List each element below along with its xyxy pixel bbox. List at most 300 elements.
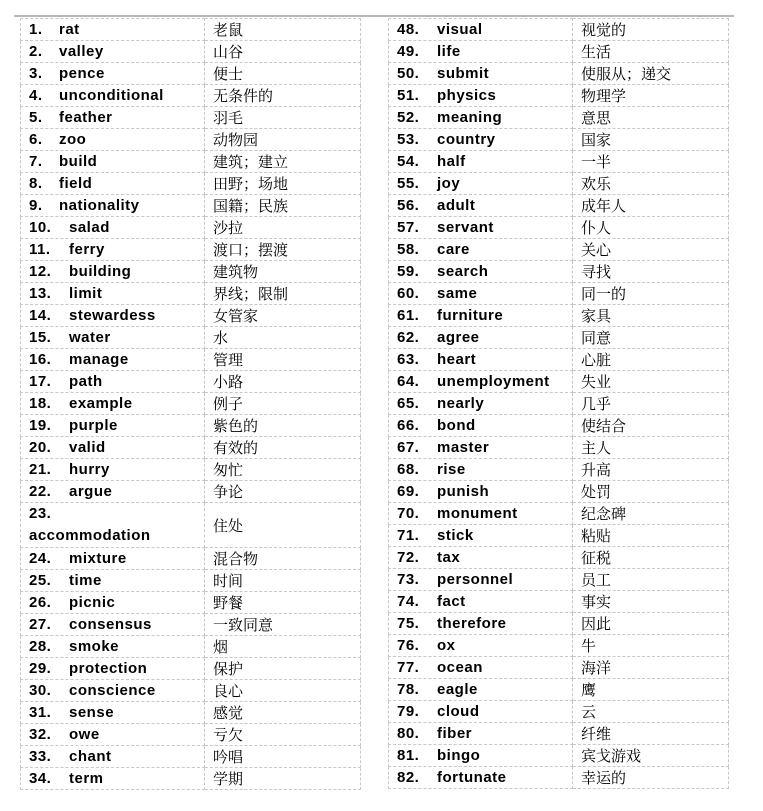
vocab-word: sense [69, 704, 115, 721]
vocab-row [389, 415, 729, 437]
vocab-number: 66. [397, 417, 420, 434]
vocab-number: 70. [397, 505, 420, 522]
vocab-number: 59. [397, 263, 420, 280]
vocab-row [389, 569, 729, 591]
vocab-word: owe [69, 726, 100, 743]
vocab-translation: 生活 [573, 41, 729, 63]
vocab-number: 10. [29, 219, 52, 236]
vocab-word: half [437, 153, 466, 170]
vocab-word-cell [21, 768, 205, 790]
vocab-number: 79. [397, 703, 420, 720]
vocab-row [21, 415, 361, 437]
vocab-row [389, 613, 729, 635]
vocab-table-left [20, 18, 360, 790]
vocab-word: care [437, 241, 470, 258]
vocab-word-cell [21, 746, 205, 768]
vocab-translation: 动物园 [205, 129, 361, 151]
vocab-translation: 亏欠 [205, 724, 361, 746]
vocab-word-cell [21, 592, 205, 614]
vocab-translation: 吟唱 [205, 746, 361, 768]
vocab-word-cell [389, 547, 573, 569]
vocab-number: 73. [397, 571, 420, 588]
vocab-word: joy [437, 175, 461, 192]
vocab-word-cell [21, 239, 205, 261]
vocab-translation: 云 [573, 701, 729, 723]
vocab-translation: 欢乐 [573, 173, 729, 195]
vocab-word: bingo [437, 747, 481, 764]
vocab-word-cell [389, 679, 573, 701]
vocab-word-cell [21, 658, 205, 680]
vocab-row [21, 570, 361, 592]
vocab-number: 68. [397, 461, 420, 478]
vocab-word: mixture [69, 550, 127, 567]
vocab-translation: 女管家 [205, 305, 361, 327]
vocab-word-cell [389, 217, 573, 239]
vocab-number: 21. [29, 461, 52, 478]
vocab-translation: 使结合 [573, 415, 729, 437]
vocab-number: 32. [29, 726, 52, 743]
vocab-word: eagle [437, 681, 478, 698]
vocab-word: bond [437, 417, 476, 434]
vocab-word: visual [437, 21, 483, 38]
vocab-number: 82. [397, 769, 420, 786]
vocab-number: 14. [29, 307, 52, 324]
vocab-translation: 国籍；民族 [205, 195, 361, 217]
vocab-word-cell [389, 129, 573, 151]
vocab-row [21, 459, 361, 481]
vocab-row [21, 503, 361, 548]
vocab-word: fiber [437, 725, 473, 742]
vocab-row [389, 239, 729, 261]
vocab-word: example [69, 395, 133, 412]
vocab-word: stick [437, 527, 474, 544]
vocab-word: ferry [69, 241, 105, 258]
vocab-row [389, 173, 729, 195]
vocab-word: fact [437, 593, 466, 610]
vocab-word-cell [389, 239, 573, 261]
vocab-number: 34. [29, 770, 52, 787]
vocab-translation: 牛 [573, 635, 729, 657]
vocab-word: tax [437, 549, 461, 566]
vocab-translation: 纤维 [573, 723, 729, 745]
vocab-translation: 争论 [205, 481, 361, 503]
vocab-number: 69. [397, 483, 420, 500]
vocab-row [389, 679, 729, 701]
vocab-number: 18. [29, 395, 52, 412]
vocab-row [21, 724, 361, 746]
vocab-number: 2. [29, 43, 43, 60]
vocab-translation: 意思 [573, 107, 729, 129]
vocab-word: water [69, 329, 111, 346]
vocab-word-cell [21, 459, 205, 481]
vocab-word: personnel [437, 571, 514, 588]
vocab-word-cell [389, 393, 573, 415]
vocab-translation: 住处 [205, 503, 361, 548]
vocab-number: 56. [397, 197, 420, 214]
vocab-row [21, 195, 361, 217]
vocab-word: master [437, 439, 490, 456]
vocab-translation: 成年人 [573, 195, 729, 217]
vocab-translation: 关心 [573, 239, 729, 261]
vocab-translation: 例子 [205, 393, 361, 415]
vocab-word-cell [21, 724, 205, 746]
vocab-translation: 征税 [573, 547, 729, 569]
vocab-translation: 同意 [573, 327, 729, 349]
vocab-translation: 渡口；摆渡 [205, 239, 361, 261]
vocab-word-cell [21, 503, 205, 548]
vocab-number: 11. [29, 241, 51, 258]
vocab-number: 76. [397, 637, 420, 654]
vocab-translation: 海洋 [573, 657, 729, 679]
vocab-word-cell [389, 41, 573, 63]
vocab-row [389, 635, 729, 657]
vocab-number: 7. [29, 153, 43, 170]
vocab-translation: 升高 [573, 459, 729, 481]
vocab-word: argue [69, 483, 113, 500]
vocab-word: pence [59, 65, 105, 82]
vocab-translation: 保护 [205, 658, 361, 680]
vocab-word-cell [389, 19, 573, 41]
vocab-translation: 寻找 [573, 261, 729, 283]
vocab-word-cell [389, 437, 573, 459]
vocab-word-cell [389, 85, 573, 107]
vocab-translation: 仆人 [573, 217, 729, 239]
top-rule [14, 15, 734, 17]
vocab-number: 22. [29, 483, 52, 500]
vocab-word-cell [389, 525, 573, 547]
vocab-word-cell [389, 195, 573, 217]
vocab-number: 23. [29, 505, 52, 522]
vocab-translation: 国家 [573, 129, 729, 151]
vocab-number: 74. [397, 593, 420, 610]
vocab-row [389, 349, 729, 371]
vocab-word: life [437, 43, 461, 60]
vocab-number: 81. [397, 747, 420, 764]
vocab-word-cell [21, 636, 205, 658]
vocab-word-cell [389, 261, 573, 283]
vocab-word-cell [21, 195, 205, 217]
vocab-word-cell [389, 107, 573, 129]
vocab-word: accommodation [29, 527, 151, 544]
vocab-word: nearly [437, 395, 485, 412]
vocab-row [21, 548, 361, 570]
vocab-word-cell [21, 415, 205, 437]
vocab-number: 77. [397, 659, 420, 676]
vocab-number: 75. [397, 615, 420, 632]
vocab-word-cell [389, 613, 573, 635]
vocab-translation: 主人 [573, 437, 729, 459]
vocab-word-cell [21, 614, 205, 636]
vocab-row [389, 657, 729, 679]
vocab-word-cell [21, 702, 205, 724]
vocab-number: 57. [397, 219, 420, 236]
vocab-translation: 小路 [205, 371, 361, 393]
vocab-word: therefore [437, 615, 507, 632]
vocab-word: adult [437, 197, 476, 214]
vocab-number: 3. [29, 65, 43, 82]
vocab-word-cell [389, 349, 573, 371]
vocab-row [21, 19, 361, 41]
vocab-number: 54. [397, 153, 420, 170]
vocab-row [389, 41, 729, 63]
vocab-row [389, 129, 729, 151]
vocab-word-cell [21, 570, 205, 592]
vocab-row [389, 85, 729, 107]
vocab-number: 51. [397, 87, 420, 104]
vocab-number: 60. [397, 285, 420, 302]
vocab-row [389, 745, 729, 767]
vocab-word-cell [389, 635, 573, 657]
vocab-translation: 建筑；建立 [205, 151, 361, 173]
vocab-word: same [437, 285, 478, 302]
vocab-row [389, 767, 729, 789]
vocab-row [21, 305, 361, 327]
vocab-translation: 员工 [573, 569, 729, 591]
vocab-row [21, 437, 361, 459]
vocab-word: purple [69, 417, 118, 434]
vocab-word-cell [21, 548, 205, 570]
vocab-number: 61. [397, 307, 420, 324]
vocab-word-cell [389, 569, 573, 591]
vocab-row [21, 63, 361, 85]
vocab-number: 17. [29, 373, 52, 390]
vocab-word-cell [389, 63, 573, 85]
vocab-translation: 紫色的 [205, 415, 361, 437]
vocab-word: ox [437, 637, 456, 654]
vocab-number: 19. [29, 417, 52, 434]
vocab-word-cell [21, 19, 205, 41]
vocab-row [389, 701, 729, 723]
vocab-number: 16. [29, 351, 52, 368]
vocab-number: 53. [397, 131, 420, 148]
vocab-word: valley [59, 43, 104, 60]
vocab-word-cell [389, 503, 573, 525]
vocab-translation: 视觉的 [573, 19, 729, 41]
vocab-word-cell [21, 680, 205, 702]
vocab-row [21, 746, 361, 768]
vocab-row [389, 437, 729, 459]
vocab-row [389, 261, 729, 283]
vocab-row [389, 217, 729, 239]
vocab-translation: 一半 [573, 151, 729, 173]
vocab-word-cell [389, 723, 573, 745]
vocab-row [21, 129, 361, 151]
vocab-word-cell [389, 591, 573, 613]
vocab-translation: 同一的 [573, 283, 729, 305]
vocab-row [21, 702, 361, 724]
vocab-word: physics [437, 87, 497, 104]
vocab-word: submit [437, 65, 490, 82]
vocab-translation: 水 [205, 327, 361, 349]
vocab-number: 58. [397, 241, 420, 258]
vocab-number: 13. [29, 285, 52, 302]
vocab-number: 1. [29, 21, 43, 38]
vocab-translation: 匆忙 [205, 459, 361, 481]
vocab-row [21, 349, 361, 371]
vocab-word-cell [21, 327, 205, 349]
vocab-number: 71. [397, 527, 420, 544]
vocab-word: conscience [69, 682, 156, 699]
vocab-word: salad [69, 219, 110, 236]
vocab-word-cell [389, 173, 573, 195]
vocab-word: heart [437, 351, 477, 368]
vocab-number: 33. [29, 748, 52, 765]
vocab-word-cell [21, 283, 205, 305]
vocab-word-cell [389, 327, 573, 349]
vocab-word-cell [389, 701, 573, 723]
vocab-translation: 学期 [205, 768, 361, 790]
vocab-number: 30. [29, 682, 52, 699]
vocab-translation: 野餐 [205, 592, 361, 614]
vocab-word: build [59, 153, 98, 170]
vocab-row [389, 525, 729, 547]
vocab-word: nationality [59, 197, 140, 214]
vocab-word: valid [69, 439, 106, 456]
vocab-translation: 物理学 [573, 85, 729, 107]
vocab-word: zoo [59, 131, 87, 148]
vocab-word-cell [389, 459, 573, 481]
vocab-word: picnic [69, 594, 116, 611]
vocab-word: cloud [437, 703, 480, 720]
vocab-number: 4. [29, 87, 43, 104]
vocab-row [21, 283, 361, 305]
vocab-number: 55. [397, 175, 420, 192]
vocab-word-cell [21, 173, 205, 195]
vocab-word-cell [21, 85, 205, 107]
vocab-word-cell [389, 305, 573, 327]
vocab-translation: 因此 [573, 613, 729, 635]
vocab-translation: 宾戈游戏 [573, 745, 729, 767]
vocab-row [21, 327, 361, 349]
vocab-row [389, 591, 729, 613]
vocab-row [21, 261, 361, 283]
vocab-word: monument [437, 505, 518, 522]
vocab-word: path [69, 373, 103, 390]
vocab-word-cell [21, 63, 205, 85]
vocab-word: time [69, 572, 102, 589]
vocab-number: 27. [29, 616, 52, 633]
vocab-word: servant [437, 219, 494, 236]
vocab-number: 50. [397, 65, 420, 82]
vocab-word: manage [69, 351, 129, 368]
vocab-row [21, 107, 361, 129]
vocab-number: 15. [29, 329, 52, 346]
vocab-row [389, 393, 729, 415]
vocab-word-cell [21, 481, 205, 503]
vocab-row [389, 151, 729, 173]
vocab-number: 26. [29, 594, 52, 611]
vocab-word-cell [21, 151, 205, 173]
vocab-word: ocean [437, 659, 483, 676]
vocab-row [21, 393, 361, 415]
vocab-translation: 管理 [205, 349, 361, 371]
vocab-translation: 羽毛 [205, 107, 361, 129]
vocab-word: field [59, 175, 93, 192]
vocab-word-cell [21, 305, 205, 327]
vocab-word-cell [389, 657, 573, 679]
vocab-word-cell [21, 217, 205, 239]
vocab-word-cell [389, 767, 573, 789]
vocab-row [21, 239, 361, 261]
vocab-number: 80. [397, 725, 420, 742]
vocab-word-cell [389, 283, 573, 305]
vocab-row [389, 63, 729, 85]
vocab-translation: 时间 [205, 570, 361, 592]
vocab-word-cell [389, 415, 573, 437]
vocab-row [389, 283, 729, 305]
vocab-translation: 处罚 [573, 481, 729, 503]
vocab-word: term [69, 770, 104, 787]
vocab-row [21, 481, 361, 503]
vocab-translation: 事实 [573, 591, 729, 613]
vocab-number: 64. [397, 373, 420, 390]
vocab-word: rat [59, 21, 80, 38]
vocab-number: 63. [397, 351, 420, 368]
vocab-translation: 沙拉 [205, 217, 361, 239]
vocab-number: 8. [29, 175, 43, 192]
vocab-translation: 烟 [205, 636, 361, 658]
vocab-word: agree [437, 329, 480, 346]
vocab-row [389, 459, 729, 481]
vocab-number: 31. [29, 704, 52, 721]
vocab-number: 24. [29, 550, 52, 567]
vocab-row [21, 614, 361, 636]
vocab-word: stewardess [69, 307, 156, 324]
vocab-row [389, 371, 729, 393]
vocab-number: 49. [397, 43, 420, 60]
vocab-word: fortunate [437, 769, 507, 786]
vocab-translation: 建筑物 [205, 261, 361, 283]
vocab-word: unemployment [437, 373, 550, 390]
vocab-translation: 心脏 [573, 349, 729, 371]
vocab-number: 67. [397, 439, 420, 456]
vocab-word: consensus [69, 616, 152, 633]
vocab-number: 62. [397, 329, 420, 346]
vocab-table-right [388, 18, 728, 789]
vocab-translation: 老鼠 [205, 19, 361, 41]
vocab-word: smoke [69, 638, 120, 655]
vocab-row [21, 636, 361, 658]
vocab-number: 65. [397, 395, 420, 412]
vocab-word-cell [21, 371, 205, 393]
vocab-word-cell [21, 129, 205, 151]
vocab-word: chant [69, 748, 112, 765]
vocab-number: 25. [29, 572, 52, 589]
vocab-translation: 界线；限制 [205, 283, 361, 305]
vocab-row [389, 723, 729, 745]
vocab-row [389, 305, 729, 327]
vocab-translation: 家具 [573, 305, 729, 327]
vocab-row [21, 41, 361, 63]
vocab-row [389, 19, 729, 41]
vocab-word: protection [69, 660, 148, 677]
vocab-translation: 有效的 [205, 437, 361, 459]
vocab-row [389, 503, 729, 525]
vocab-word: rise [437, 461, 466, 478]
vocab-word-cell [389, 745, 573, 767]
vocab-translation: 便士 [205, 63, 361, 85]
vocab-word-cell [389, 371, 573, 393]
vocab-word-cell [21, 261, 205, 283]
vocab-number: 48. [397, 21, 420, 38]
vocab-word: unconditional [59, 87, 164, 104]
vocab-row [389, 107, 729, 129]
vocab-word-cell [21, 41, 205, 63]
vocab-translation: 粘贴 [573, 525, 729, 547]
vocab-translation: 几乎 [573, 393, 729, 415]
vocab-word: meaning [437, 109, 503, 126]
vocab-row [21, 658, 361, 680]
